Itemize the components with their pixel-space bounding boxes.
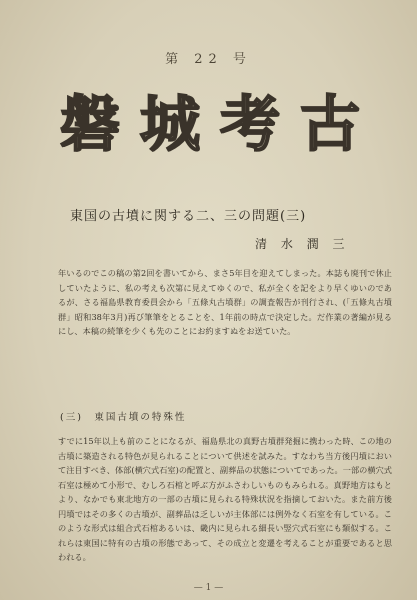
masthead-char-2: 城 bbox=[140, 90, 200, 160]
paragraph-intro: 年いるのでこの稿の第2回を書いてから、まさ5年目を迎えてしまった。本誌も廃刊で休止していたように、私の考えも次第に見えてゆくので、私が全くを記をより早くゆいのであるが、さる福島県教育委員会から「五條丸古墳群」の調査報告が刊行され、(「五條丸古墳群」昭和38年3月)再び筆筆をとることを、1年前の時点で決定した。だ作業の著編が見るにし、本稿の続筆を少くも先のことにお約ますぬをお送ていた。 bbox=[58, 268, 392, 336]
masthead-char-3: 考 bbox=[220, 90, 280, 160]
masthead-char-1: 磐 bbox=[60, 90, 120, 160]
section-heading: (三) 東国古墳の特殊性 bbox=[60, 412, 187, 423]
paragraph-section-3: すでに15年以上も前のことになるが、福島県北の真野古墳群発掘に携わった時、この地の古墳に築造される特色が見られることについて供述を試みた。すなわち当方後円墳において注目すべき、体部(横穴式石室)の配置と、副葬品の状態についてであった。一部の横穴式石室は極めて小形で、むしろ石棺と呼ぶ方がふさわしいものもみられる。真野地方はもとより、なかでも東北地方の一部の古墳に見られる特殊状況を指摘しておいた。また前方後円墳ではその多くの古墳が、副葬品は乏しいが主体部には例外なく石室を有している。このような形式は組合式石棺あるいは、畿内に見られる細長い竪穴式石室にも類似する。これらは東国に特有の古墳の形態であって、その成立と変遷を考えることが重要であると思われる。 bbox=[58, 436, 392, 562]
article-title: 東国の古墳に関する二、三の問題(三) bbox=[70, 209, 307, 224]
masthead-char-4: 古 bbox=[300, 90, 360, 160]
masthead-title bbox=[60, 92, 360, 158]
page-number: — 1 — bbox=[193, 583, 224, 593]
issue-number: 第 22 号 bbox=[165, 52, 252, 67]
article-author: 清 水 潤 三 bbox=[255, 237, 350, 251]
